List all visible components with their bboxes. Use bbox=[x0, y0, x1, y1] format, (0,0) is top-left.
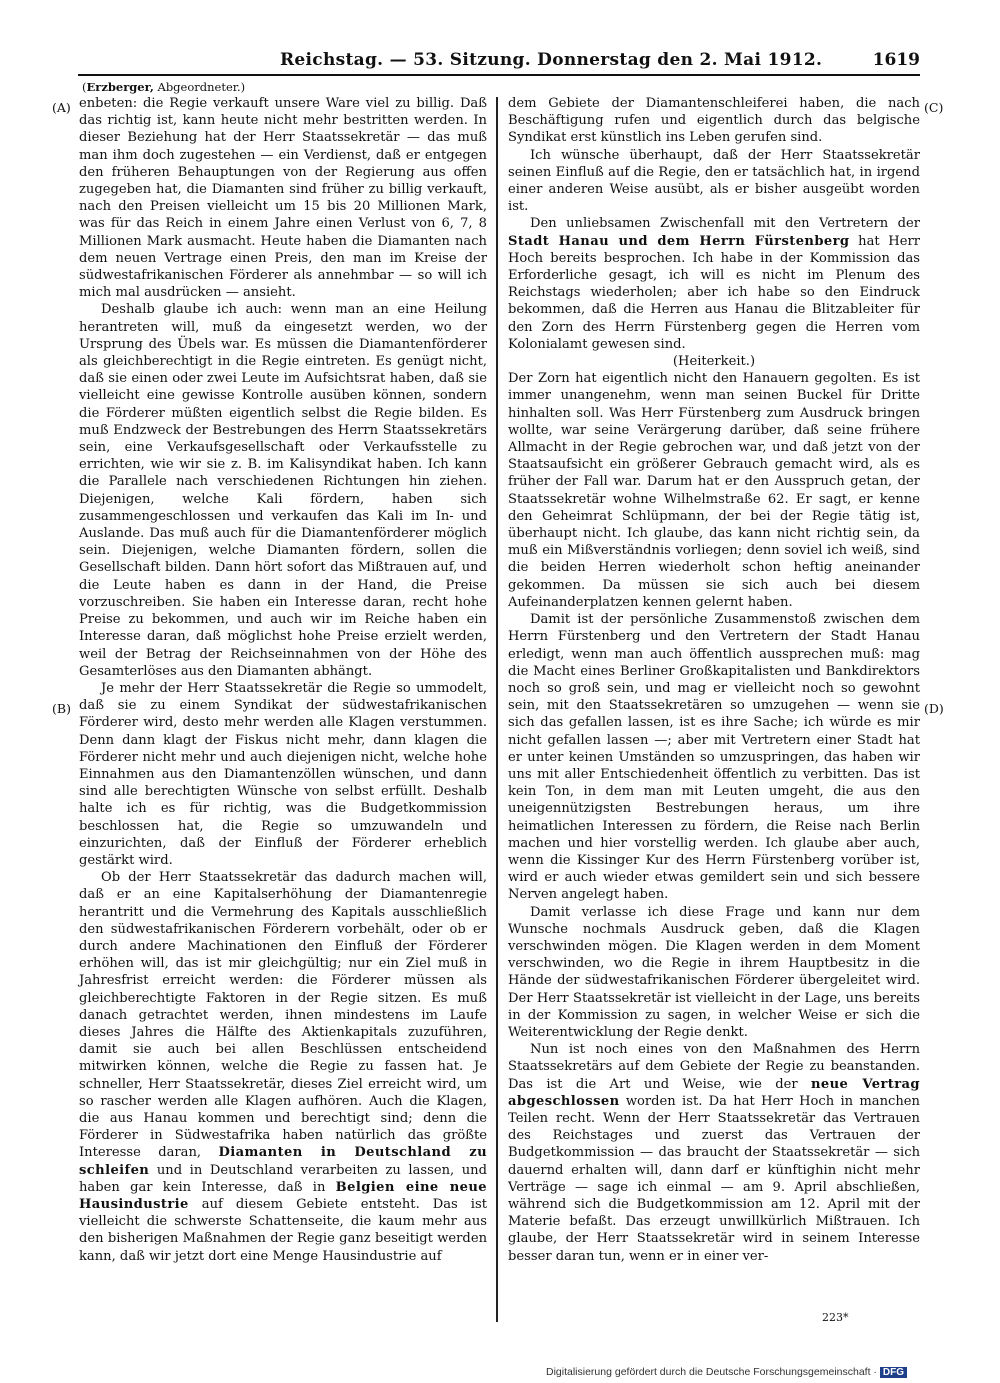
margin-marker-d: (D) bbox=[924, 701, 944, 716]
emphasis-new-contract: neue Vertrag abgeschlossen bbox=[508, 1076, 920, 1109]
page-header bbox=[80, 50, 920, 74]
right-paragraph-3 bbox=[508, 215, 920, 353]
margin-marker-a: (A) bbox=[52, 100, 71, 115]
speaker-name: Erzberger, bbox=[86, 80, 154, 94]
right-paragraph-1: dem Gebiete der Diamantenschleiferei haben, die nach Beschäftigung rufen und eigentlich durch das belgische Syndikat erst künstlich ins Leben gerufen sind. bbox=[508, 96, 920, 146]
right-paragraph-6: Damit verlasse ich diese Frage und kann nur dem Wunsche nochmals Ausdruck geben, daß die Klagen verschwinden mögen. Die Klagen werden in dem Moment verschwinden, wo die Regie in ihrem Hauptbesitz in die Hände der südwestafrikanischen Förderer übergeleitet wird. Der Herr Staatssekretär ist vielleicht in der Lage, uns bereits in der Kommission zu sagen, in welcher Weise er sich die Weiterentwicklung der Regie denkt. bbox=[508, 904, 920, 1040]
right-paragraph-7-part-b: worden ist. Da hat Herr Hoch in manchen Teilen recht. Wenn der Herr Staatssekretär das Vertrauen des Reichstages und zuerst das Vertrauen der Budgetkommission — das braucht der Staatssekretär — sich dauernd erhalten will, dann darf er künftighin nicht mehr Verträge — sage ich einmal — am 9. April abschließen, während sich die Budgetkommission am 12. April mit der Materie befaßt. Das erzeugt unwillkürlich Mißtrauen. Ich glaube, der Herr Staatssekretär wird in seinem Interesse besser daran tun, wenn er in einer ver- bbox=[508, 1093, 920, 1264]
left-paragraph-2: Deshalb glaube ich auch: wenn man an eine Heilung herantreten will, muß da eingesetzt werden, wo der Ursprung des Übels war. Es müssen die Diamantenförderer als gleichberechtigt in die Regie eintreten. Es genügt nicht, daß sie einen oder zwei Leute im Aufsichtsrat haben, daß sie vielleicht eine gewisse Kontrolle ausüben können, sondern die Förderer müßten eigentlich selbst die Regie bilden. Es muß Endzweck der Bestrebungen des Herrn Staatssekretärs sein, eine Verkaufsgesellschaft oder Verkaufsstelle zu errichten, wie wir sie z. B. im Kalisyndikat haben. Ich kann die Parallele nach verschiedenen Richtungen hin ziehen. Diejenigen, welche Kali fördern, haben sich zusammengeschlossen und verkaufen das Kali im In- und Auslande. Das muß auch für die Diamantenförderer möglich sein. Diejenigen, welche Diamanten fördern, sollen die Gesellschaft bilden. Dann hört sofort das Mißtrauen auf, und die Leute haben es dann in der Hand, die Preise vorzuschreiben. Sie haben ein Interesse daran, recht hohe Preise zu bekommen, und auch wir im Reiche haben ein Interesse daran, daß möglichst hohe Preise erzielt werden, weil der Betrag der Reichseinnahmen von der Höhe des Gesamterlöses aus den Diamanten abhängt. bbox=[79, 302, 487, 679]
footer-text: Digitalisierung gefördert durch die Deutsche Forschungsgemeinschaft · bbox=[546, 1366, 877, 1378]
left-paragraph-3: Je mehr der Herr Staatssekretär die Regie so ummodelt, daß sie zu einem Syndikat der südwestafrikanischen Förderer wird, desto mehr werden alle Klagen verstummen. Denn dann klagt der Fiskus nicht mehr, dann klagen die Förderer nicht mehr und auch diejenigen nicht, welche hohe Einnahmen aus den Diamantenzöllen wünschen, und dann sind alle berechtigten Wünsche von selbst erfüllt. Deshalb halte ich es für richtig, was die Budgetkommission beschlossen hat, die Regie so umzuwandeln und einzurichten, daß der Einfluß der Förderer erheblich gestärkt wird. bbox=[79, 680, 487, 868]
dfg-logo: DFG bbox=[880, 1367, 907, 1378]
emphasis-diamonds-germany: Diamanten in Deutschland zu schleifen bbox=[79, 1145, 487, 1178]
margin-marker-b: (B) bbox=[52, 701, 71, 716]
left-paragraph-1: enbeten: die Regie verkauft unsere Ware viel zu billig. Daß das richtig ist, kann heute nicht mehr bestritten werden. In dieser Beziehung hat der Herr Staatssekretär — das muß man ihm doch zugestehen — ein Verdienst, daß er entgegen den früheren Behauptungen von der Regierung aus offen zugegeben hat, die Diamanten sind früher zu billig verkauft, nach den Preisen vielleicht um 15 bis 20 Millionen Mark, was für das Reich in einem Jahre einen Verlust von 6, 7, 8 Millionen Mark ausmacht. Heute haben die Diamanten nach dem neuen Vertrage einen Preis, den man im Kreise der südwestafrikanischen Förderer als annehmbar — so will ich mich mal ausdrücken — ansieht. bbox=[79, 96, 487, 301]
right-paragraph-3-part-b: hat Herr Hoch bereits besprochen. Ich habe in der Kommission das Erforderliche gesagt, ich will es nicht im Plenum des Reichstags wiederholen; aber ich habe so den Eindruck bekommen, daß die Herren aus Hanau die Blitzableiter für den Zorn des Herrn Fürstenberg gegen die Herren vom Kolonialamt gewesen sind. bbox=[508, 233, 920, 352]
emphasis-hanau-fuerstenberg: Stadt Hanau und dem Herrn Fürstenberg bbox=[508, 233, 850, 249]
right-paragraph-7 bbox=[508, 1041, 920, 1265]
speaker-role: Abgeordneter.) bbox=[157, 80, 246, 94]
laughter-note: (Heiterkeit.) bbox=[672, 354, 756, 370]
right-paragraph-4: Der Zorn hat eigentlich nicht den Hanauern gegolten. Es ist immer unangenehm, wenn man seinen Buckel für Dritte hinhalten soll. Was Herr Fürstenberg zum Ausdruck bringen wollte, war seine Verärgerung darüber, daß seine frühere Allmacht in der Regie gebrochen war, und daß jetzt von der Staatsaufsicht ein größerer Gebrauch gemacht wird, als es früher der Fall war. Darum hat er den Ausspruch getan, der Staatssekretär wohne Wilhelmstraße 62. Er sagt, er kenne den Geheimrat Schlüpmann, der bei der Regie tätig ist, überhaupt nicht. Ich glaube, das kann nicht richtig sein, da muß ein Mißverständnis vorliegen; denn soviel ich weiß, sind die beiden Herren wiederholt schon heftig aneinander gekommen. Da müssen sie sich auch bei diesem Aufeinanderplatzen kennen gelernt haben. bbox=[508, 371, 920, 610]
left-paragraph-4-part-c: auf diesem Gebiete entsteht. Das ist vielleicht die schwerste Schattenseite, die kaum mehr aus den bisherigen Maßnahmen der Regie ganz beseitigt werden kann, daß wir jetzt dort eine Menge Hausindustrie auf bbox=[79, 1197, 487, 1264]
emphasis-belgium-industry: Belgien eine neue Hausindustrie bbox=[79, 1179, 487, 1212]
left-paragraph-4-part-a: Ob der Herr Staatssekretär das dadurch machen will, daß er an eine Kapitalserhöhung der Diamantenregie herantritt und die Vermehrung des Kapitals ausschließlich den südwestafrikanischen Förderern vorbehält, oder ob er durch andere Machinationen den Einfluß der Förderer erhöhen will, das ist mir gleichgültig; nur ein Ziel muß in Jahresfrist erreicht werden: die Förderer müssen als gleichberechtigte Faktoren in der Regie sitzen. Es muß danach getrachtet werden, ihnen mindestens im Laufe dieses Jahres die Hälfte des Aktienkapitals zuzuführen, damit sie auch bei allen Beschlüssen entscheidend mitwirken können, welche die Regie zu fassen hat. Je schneller, Herr Staatssekretär, dieses Ziel erreicht wird, um so rascher werden alle Klagen aufhören. Auch die Klagen, die aus Hanau kommen und berechtigt sind; denn die Förderer in Südwestafrika haben natürlich das größte Interesse daran, bbox=[79, 870, 487, 1161]
footer-credit bbox=[546, 1366, 907, 1378]
right-paragraph-3-part-a: Den unliebsamen Zwischenfall mit den Vertretern der bbox=[530, 216, 920, 232]
page-number: 1619 bbox=[872, 50, 920, 70]
right-paragraph-2: Ich wünsche überhaupt, daß der Herr Staatssekretär seinen Einfluß auf die Regie, den er tatsächlich hat, in irgend einer anderen Weise ausübt, als er bisher ausgeübt worden ist. bbox=[508, 147, 920, 215]
column-separator bbox=[496, 97, 498, 1322]
speaker-note bbox=[82, 80, 245, 94]
margin-marker-c: (C) bbox=[924, 100, 944, 115]
speaker-open-paren: ( bbox=[82, 80, 87, 94]
header-title: Reichstag. — 53. Sitzung. Donnerstag den 2. Mai 1912. bbox=[280, 50, 823, 70]
header-rule bbox=[78, 74, 920, 76]
right-column bbox=[508, 95, 920, 1265]
right-paragraph-7-part-a: Nun ist noch eines von den Maßnahmen des Herrn Staatssekretärs auf dem Gebiete der Regie zu beanstanden. Das ist die Art und Weise, wie der bbox=[508, 1042, 920, 1092]
left-paragraph-4 bbox=[79, 869, 487, 1265]
left-paragraph-4-part-b: und in Deutschland verarbeiten zu lassen, und haben gar kein Interesse, daß in bbox=[79, 1162, 487, 1195]
left-column bbox=[79, 95, 487, 1265]
right-paragraph-5: Damit ist der persönliche Zusammenstoß zwischen dem Herrn Fürstenberg und den Vertretern der Stadt Hanau erledigt, wenn man auch öffentlich aussprechen muß: mag die Macht eines Berliner Großkapitalisten und Bankdirektors noch so groß sein, und mag er vielleicht noch so gewohnt sein, mit den Staatssekretären so umzugehen — wenn sie sich das gefallen lassen, ist es ihre Sache; ich würde es mir nicht gefallen lassen —; aber mit Vertretern einer Stadt hat er unter keinen Umständen so umzuspringen, das haben wir uns mit aller Entschiedenheit öffentlich zu verbitten. Das ist kein Ton, in dem man mit Leuten umgeht, die aus den uneigennützigsten Bestrebungen heraus, um ihre heimatlichen Interessen zu fördern, die Reise nach Berlin machen und hier vorstellig werden. Ich glaube aber auch, wenn die Kissinger Kur des Herrn Fürstenberg vorüber ist, wird er auch wieder etwas gemildert sein und sich bessere Nerven angelegt haben. bbox=[508, 612, 920, 903]
signature-mark: 223* bbox=[822, 1311, 849, 1324]
